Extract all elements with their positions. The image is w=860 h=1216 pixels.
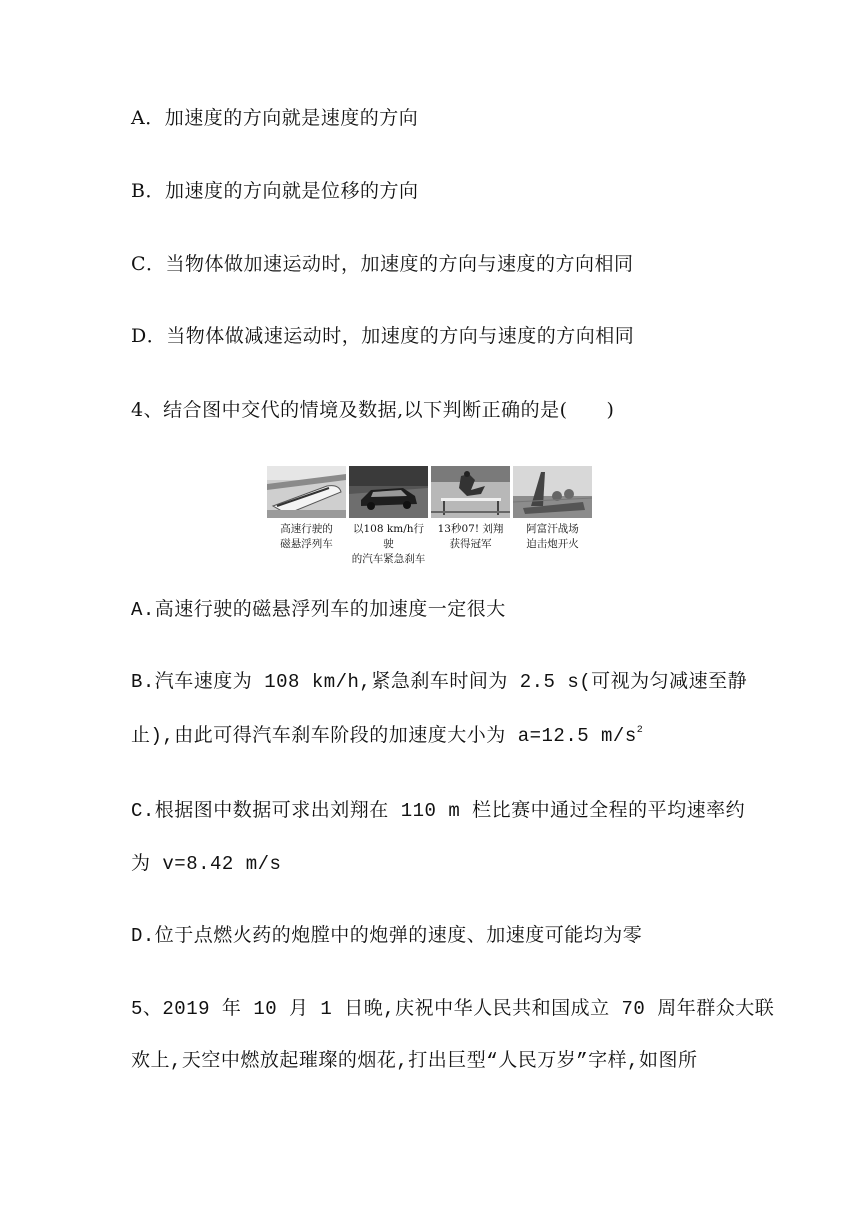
panel-car [349, 466, 428, 565]
option-4b-line-2: 止),由此可得汽车刹车阶段的加速度大小为 a=12.5 m/s [131, 725, 637, 747]
caption-line-1: 高速行驶的 [280, 523, 333, 535]
panel-mortar [513, 466, 592, 558]
caption-line-2: 磁悬浮列车 [280, 538, 333, 550]
question-4-stem: 4、结合图中交代的情境及数据,以下判断正确的是( ) [131, 399, 615, 421]
maglev-train-photo [267, 466, 346, 518]
option-3d: D．当物体做减速运动时，加速度的方向与速度的方向相同 [131, 325, 635, 347]
option-3b: B．加速度的方向就是位移的方向 [131, 180, 419, 202]
hurdler-photo [431, 466, 510, 518]
caption-line-1: 13秒07! 刘翔 [437, 523, 504, 535]
option-4c-line-1: C.根据图中数据可求出刘翔在 110 m 栏比赛中通过全程的平均速率约 [131, 800, 746, 822]
question-5-line-1: 5、2019 年 10 月 1 日晚,庆祝中华人民共和国成立 70 周年群众大联 [131, 998, 775, 1020]
caption-line-2: 迫击炮开火 [526, 538, 579, 550]
option-3a: A．加速度的方向就是速度的方向 [131, 107, 419, 129]
panel-hurdler [431, 466, 510, 558]
option-4a: A.高速行驶的磁悬浮列车的加速度一定很大 [131, 599, 506, 621]
option-4d: D.位于点燃火药的炮膛中的炮弹的速度、加速度可能均为零 [131, 925, 643, 947]
question-5-line-2: 欢上,天空中燃放起璀璨的烟花,打出巨型“人民万岁”字样,如图所 [131, 1050, 698, 1072]
option-3c: C．当物体做加速运动时，加速度的方向与速度的方向相同 [131, 253, 634, 275]
option-4c-line-2: 为 v=8.42 m/s [131, 853, 282, 875]
question-4-figure [267, 466, 592, 565]
caption-line-1: 阿富汗战场 [526, 523, 579, 535]
caption-line-2: 的汽车紧急刹车 [351, 553, 426, 565]
superscript-2: 2 [636, 725, 644, 736]
option-4b-line-1: B.汽车速度为 108 km/h,紧急刹车时间为 2.5 s(可视为匀减速至静 [131, 671, 748, 693]
panel-maglev [267, 466, 346, 558]
caption-line-2: 获得冠军 [449, 538, 492, 550]
caption-line-1: 以108 km/h行驶 [353, 523, 424, 550]
mortar-firing-photo [513, 466, 592, 518]
car-braking-photo [349, 466, 428, 518]
option-4b-line-2-wrap [131, 724, 643, 748]
